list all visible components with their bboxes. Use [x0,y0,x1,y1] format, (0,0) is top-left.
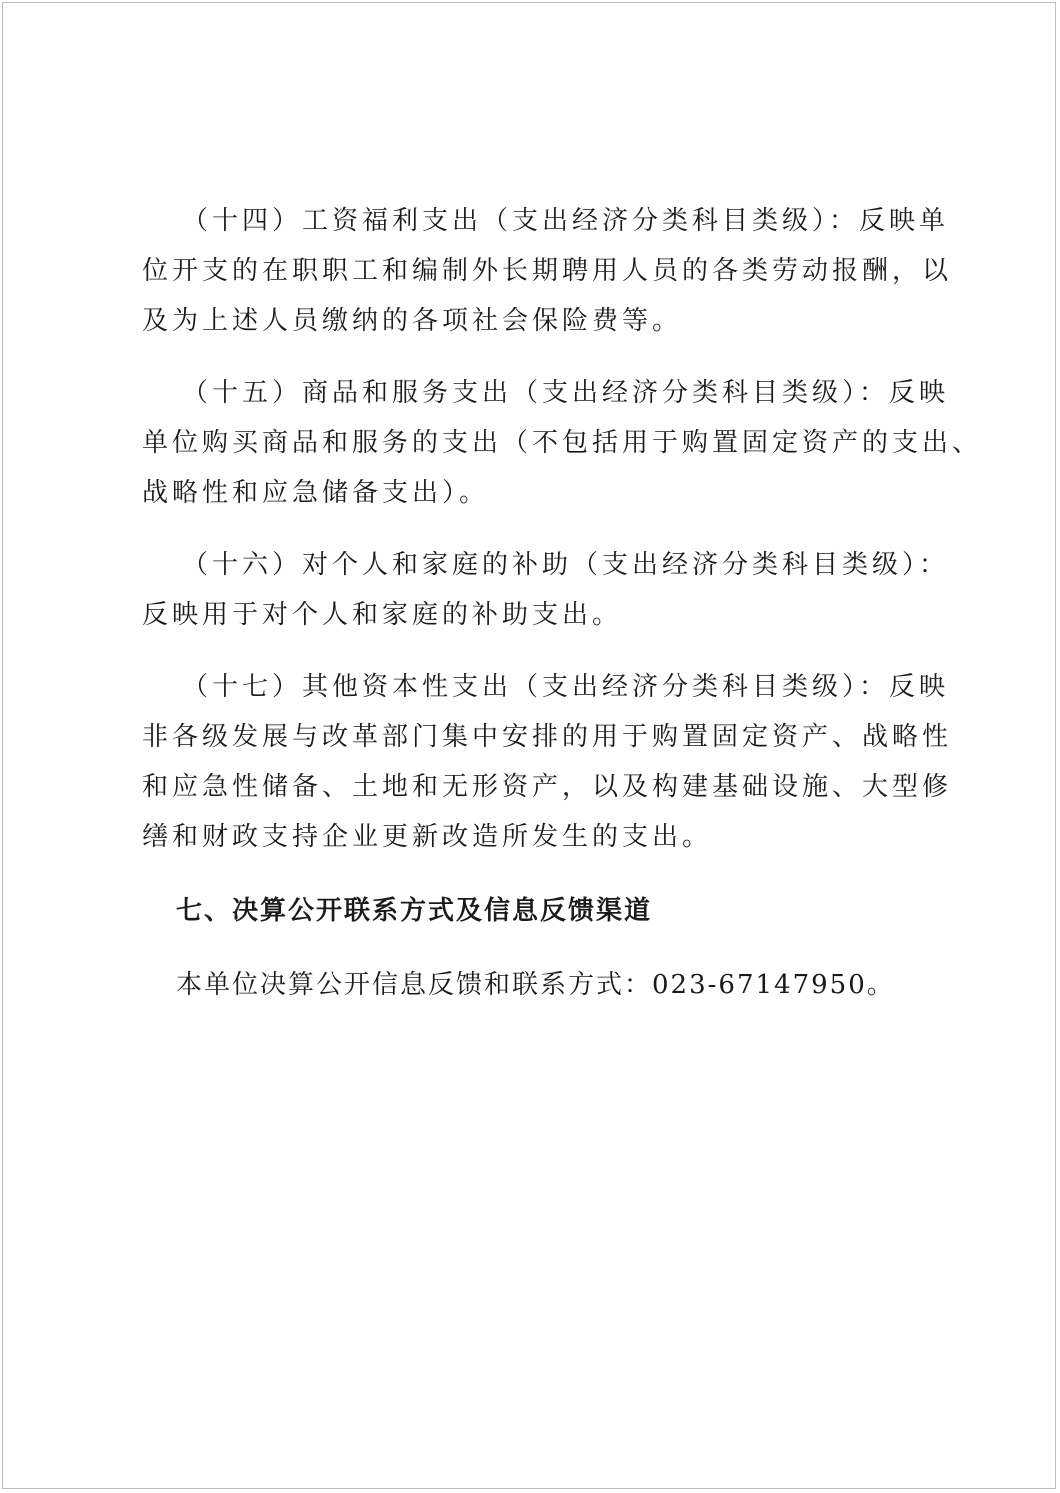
item-17-line-2: 非各级发展与改革部门集中安排的用于购置固定资产、战略性 [142,722,953,752]
contact-line: 本单位决算公开信息反馈和联系方式：023-67147950。 [176,970,895,1000]
item-16-line-2: 反映用于对个人和家庭的补助支出。 [142,600,623,630]
item-14-line-3: 及为上述人员缴纳的各项社会保险费等。 [142,306,683,336]
item-17-line-1: （十七）其他资本性支出（支出经济分类科目类级）：反映 [182,672,950,702]
item-15-line-1: （十五）商品和服务支出（支出经济分类科目类级）：反映 [182,378,950,408]
item-15-line-3: 战略性和应急储备支出）。 [142,478,490,508]
item-17-line-3: 和应急性储备、土地和无形资产，以及构建基础设施、大型修 [142,772,953,802]
item-15-line-2: 单位购买商品和服务的支出（不包括用于购置固定资产的支出、 [142,428,983,458]
item-14-line-2: 位开支的在职职工和编制外长期聘用人员的各类劳动报酬，以 [142,256,953,286]
item-14-line-1: （十四）工资福利支出（支出经济分类科目类级）：反映单 [182,206,950,236]
item-17-line-4: 缮和财政支持企业更新改造所发生的支出。 [142,822,713,852]
item-16-line-1: （十六）对个人和家庭的补助（支出经济分类科目类级）： [182,550,950,580]
section-heading: 七、决算公开联系方式及信息反馈渠道 [176,896,653,926]
